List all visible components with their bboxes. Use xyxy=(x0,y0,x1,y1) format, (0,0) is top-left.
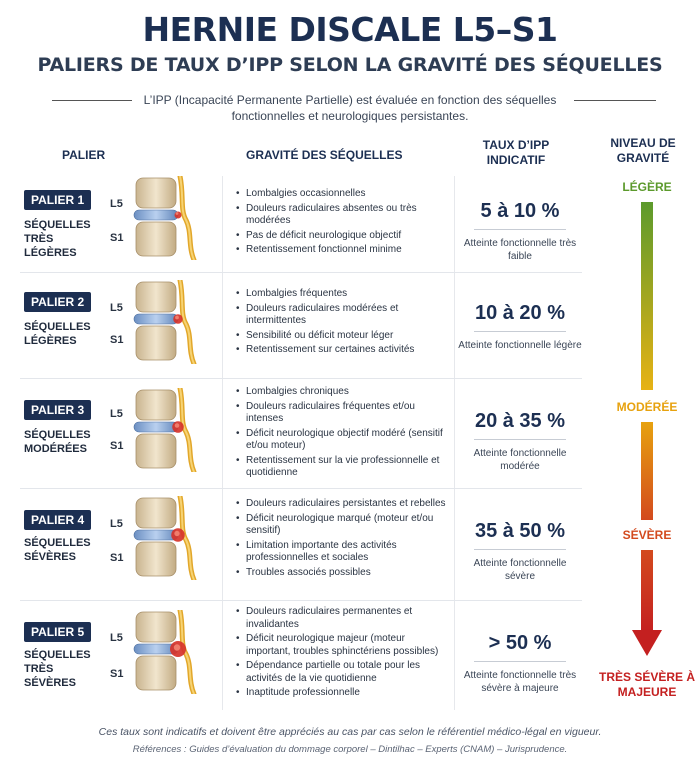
vertebra-label-s1: S1 xyxy=(110,440,124,452)
sequelae-list xyxy=(236,288,448,359)
sequela-item: • Limitation importante des activités professionnelles et sociales xyxy=(236,540,448,565)
vertebra-label-l5: L5 xyxy=(110,302,123,314)
intervertebral-disc xyxy=(134,314,178,324)
sequela-item: • Déficit neurologique objectif modéré (sensitif et/ou moteur) xyxy=(236,428,448,453)
rate-description: Atteinte fonctionnelle sévère xyxy=(473,558,567,582)
spine-illustration xyxy=(132,496,204,580)
intervertebral-disc xyxy=(134,422,178,432)
footer-references: Références : Guides d’évaluation du dommage corporel – Dintilhac – Experts (CNAM) – Jurisprudence. xyxy=(132,744,568,755)
row-divider xyxy=(20,488,582,489)
intro-divider-left xyxy=(52,100,132,101)
vertebra-label-s1: S1 xyxy=(110,232,124,244)
rate-value: > 50 % xyxy=(488,632,552,654)
vertebra-label-s1: S1 xyxy=(110,668,124,680)
page-title: HERNIE DISCALE L5–S1 xyxy=(142,10,558,49)
vertebra-l5 xyxy=(136,178,176,208)
intervertebral-disc xyxy=(134,210,178,220)
palier-badge: PALIER 4 xyxy=(24,510,91,530)
severity-label: SÉQUELLES SÉVÈRES xyxy=(24,537,91,563)
rate-underline xyxy=(474,439,566,440)
herniation-highlight xyxy=(175,316,179,320)
footer-note: Ces taux sont indicatifs et doivent être appréciés au cas par cas selon le référentiel médico-légal en vigueur. xyxy=(98,726,602,738)
rate-description: Atteinte fonctionnelle modérée xyxy=(473,448,567,472)
header-niveau: NIVEAU DE GRAVITÉ xyxy=(610,136,676,165)
sequela-item: • Sensibilité ou déficit moteur léger xyxy=(236,330,448,343)
scale-label-moderee: MODÉRÉE xyxy=(616,400,678,414)
sequela-item: • Inaptitude professionnelle xyxy=(236,687,448,700)
rate-block xyxy=(458,410,582,473)
page-subtitle: PALIERS DE TAUX D’IPP SELON LA GRAVITÉ DES SÉQUELLES xyxy=(37,54,663,76)
intro-text: L’IPP (Incapacité Permanente Partielle) est évaluée en fonction des séquelles fonctionnelles et neurologiques persistantes. xyxy=(143,93,557,123)
sequela-item: • Retentissement sur certaines activités xyxy=(236,344,448,357)
palier-badge: PALIER 3 xyxy=(24,400,91,420)
rate-underline xyxy=(474,549,566,550)
vertebra-l5 xyxy=(136,498,176,528)
sequela-item: • Douleurs radiculaires permanentes et invalidantes xyxy=(236,606,448,631)
severity-label: SÉQUELLES MODÉRÉES xyxy=(24,429,91,455)
rate-underline xyxy=(474,331,566,332)
rate-value: 10 à 20 % xyxy=(474,302,566,324)
scale-label-severe: SÉVÈRE xyxy=(622,528,672,542)
column-divider xyxy=(222,176,223,710)
spine-illustration xyxy=(132,610,204,694)
rate-description: Atteinte fonctionnelle très sévère à majeure xyxy=(463,670,577,694)
vertebra-label-s1: S1 xyxy=(110,552,124,564)
severity-label: SÉQUELLES TRÈS SÉVÈRES xyxy=(24,649,91,689)
scale-label-majeure: TRÈS SÉVÈRE À MAJEURE xyxy=(598,670,696,699)
herniation-highlight xyxy=(176,212,179,215)
sequela-item: • Douleurs radiculaires persistantes et rebelles xyxy=(236,498,448,511)
severity-label: SÉQUELLES TRÈS LÉGÈRES xyxy=(24,219,91,259)
rate-underline xyxy=(474,661,566,662)
sequela-item: • Troubles associés possibles xyxy=(236,567,448,580)
palier-badge: PALIER 2 xyxy=(24,292,91,312)
sequela-item: • Retentissement fonctionnel minime xyxy=(236,244,448,257)
scale-label-legere: LÉGÈRE xyxy=(622,180,672,194)
rate-underline xyxy=(474,229,566,230)
header-palier: PALIER xyxy=(62,148,106,162)
sequela-item: • Lombalgies fréquentes xyxy=(236,288,448,301)
severity-label: SÉQUELLES LÉGÈRES xyxy=(24,321,91,347)
column-divider xyxy=(454,176,455,710)
sequelae-list xyxy=(236,386,448,482)
sequela-item: • Déficit neurologique marqué (moteur et/ou sensitif) xyxy=(236,513,448,538)
vertebra-label-s1: S1 xyxy=(110,334,124,346)
vertebra-label-l5: L5 xyxy=(110,518,123,530)
sequela-item: • Lombalgies chroniques xyxy=(236,386,448,399)
vertebra-l5 xyxy=(136,390,176,420)
rate-block xyxy=(458,520,582,583)
sequela-item: • Douleurs radiculaires fréquentes et/ou intenses xyxy=(236,401,448,426)
scale-gradient-middle xyxy=(641,422,653,520)
sequelae-list xyxy=(236,498,448,581)
row-divider xyxy=(20,272,582,273)
rate-block xyxy=(458,632,582,695)
row-divider xyxy=(20,600,582,601)
scale-arrow-icon xyxy=(632,630,662,658)
palier-badge: PALIER 1 xyxy=(24,190,91,210)
vertebra-l5 xyxy=(136,282,176,312)
vertebra-s1 xyxy=(136,326,176,360)
rate-block xyxy=(458,302,582,352)
rate-description: Atteinte fonctionnelle très faible xyxy=(463,238,577,262)
sequela-item: • Douleurs radiculaires absentes ou très modérées xyxy=(236,203,448,228)
herniation-highlight xyxy=(174,644,180,650)
vertebra-s1 xyxy=(136,656,176,690)
rate-block xyxy=(458,200,582,263)
sequelae-list xyxy=(236,606,448,702)
vertebra-s1 xyxy=(136,542,176,576)
header-gravite: GRAVITÉ DES SÉQUELLES xyxy=(246,148,403,162)
sequela-item: • Dépendance partielle ou totale pour les activités de la vie quotidienne xyxy=(236,660,448,685)
sequela-item: • Déficit neurologique majeur (moteur important, troubles sphinctériens possibles) xyxy=(236,633,448,658)
sequela-item: • Lombalgies occasionnelles xyxy=(236,188,448,201)
herniation-highlight xyxy=(175,423,180,428)
vertebra-s1 xyxy=(136,222,176,256)
scale-gradient-lower xyxy=(641,550,653,632)
sequela-item: • Douleurs radiculaires modérées et intermittentes xyxy=(236,303,448,328)
palier-badge: PALIER 5 xyxy=(24,622,91,642)
vertebra-label-l5: L5 xyxy=(110,408,123,420)
rate-description: Atteinte fonctionnelle légère xyxy=(458,340,582,351)
spine-illustration xyxy=(132,280,204,364)
vertebra-label-l5: L5 xyxy=(110,632,123,644)
rate-value: 20 à 35 % xyxy=(474,410,566,432)
rate-value: 5 à 10 % xyxy=(480,200,560,222)
vertebra-label-l5: L5 xyxy=(110,198,123,210)
rate-value: 35 à 50 % xyxy=(474,520,566,542)
spine-illustration xyxy=(132,388,204,472)
herniation-highlight xyxy=(174,531,179,536)
sequela-item: • Retentissement sur la vie professionnelle et quotidienne xyxy=(236,455,448,480)
sequelae-list xyxy=(236,188,448,259)
sequela-item: • Pas de déficit neurologique objectif xyxy=(236,230,448,243)
scale-gradient-upper xyxy=(641,202,653,390)
row-divider xyxy=(20,378,582,379)
vertebra-s1 xyxy=(136,434,176,468)
header-taux: TAUX D’IPP INDICATIF xyxy=(482,138,550,167)
intro-divider-right xyxy=(574,100,656,101)
vertebra-l5 xyxy=(136,612,176,642)
spine-illustration xyxy=(132,176,204,260)
